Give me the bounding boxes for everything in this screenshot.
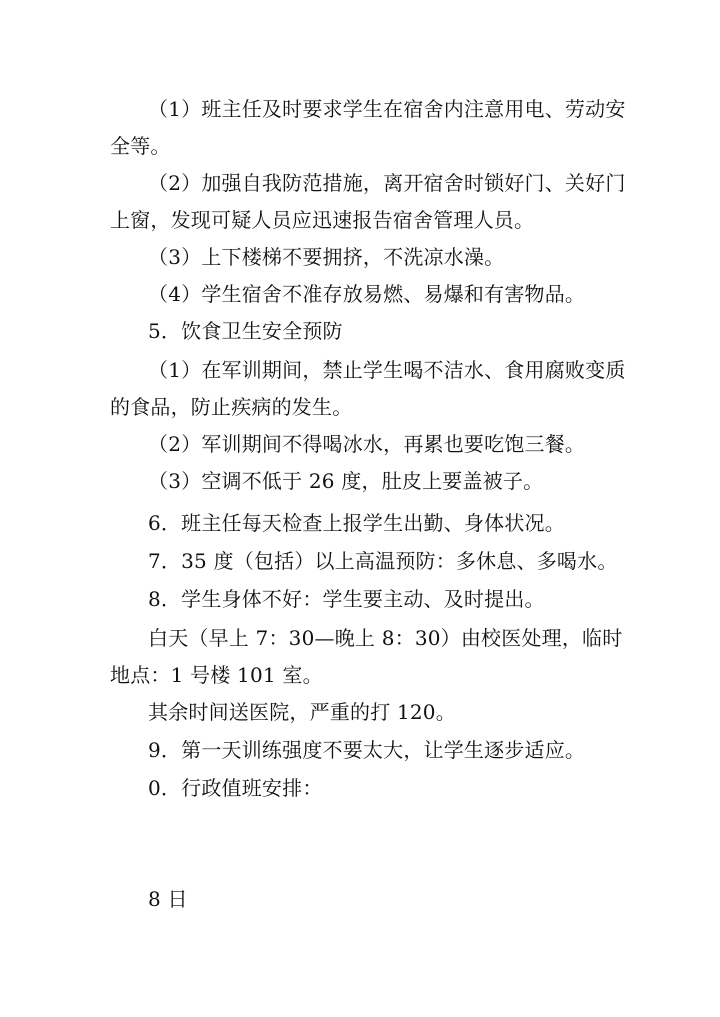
paragraph-health-reporting: 8．学生身体不好：学生要主动、及时提出。: [148, 587, 545, 611]
paragraph-stairs-safety: （3）上下楼梯不要拥挤，不洗凉水澡。: [148, 245, 505, 269]
paragraph-school-doctor-hours: 白天（早上 7：30—晚上 8：30）由校医处理，临时地点：1 号楼 101 室。: [110, 626, 623, 687]
paragraph-first-day-training: 9．第一天训练强度不要太大，让学生逐步适应。: [148, 738, 586, 762]
paragraph-hazardous-items: （4）学生宿舍不准存放易燃、易爆和有害物品。: [148, 282, 586, 306]
paragraph-self-protection: （2）加强自我防范措施，离开宿舍时锁好门、关好门上窗，发现可疑人员应迅速报告宿舍管理人员。: [110, 171, 626, 232]
paragraph-air-conditioning: （3）空调不低于 26 度，肚皮上要盖被子。: [148, 469, 544, 493]
paragraph-no-ice-water: （2）军训期间不得喝冰水，再累也要吃饱三餐。: [148, 432, 586, 456]
paragraph-hospital-emergency: 其余时间送医院，严重的打 120。: [148, 700, 456, 724]
section-heading-food-safety: 5．饮食卫生安全预防: [148, 319, 343, 343]
paragraph-admin-duty-arrangement: 0．行政值班安排：: [148, 776, 323, 800]
paragraph-date-8th: 8 日: [148, 887, 188, 911]
paragraph-clean-water: （1）在军训期间，禁止学生喝不洁水、食用腐败变质的食品，防止疾病的发生。: [110, 358, 626, 419]
paragraph-dorm-electricity-safety: （1）班主任及时要求学生在宿舍内注意用电、劳动安全等。: [110, 97, 626, 158]
paragraph-attendance-report: 6．班主任每天检查上报学生出勤、身体状况。: [148, 511, 565, 535]
paragraph-heat-prevention: 7．35 度（包括）以上高温预防：多休息、多喝水。: [148, 549, 618, 573]
